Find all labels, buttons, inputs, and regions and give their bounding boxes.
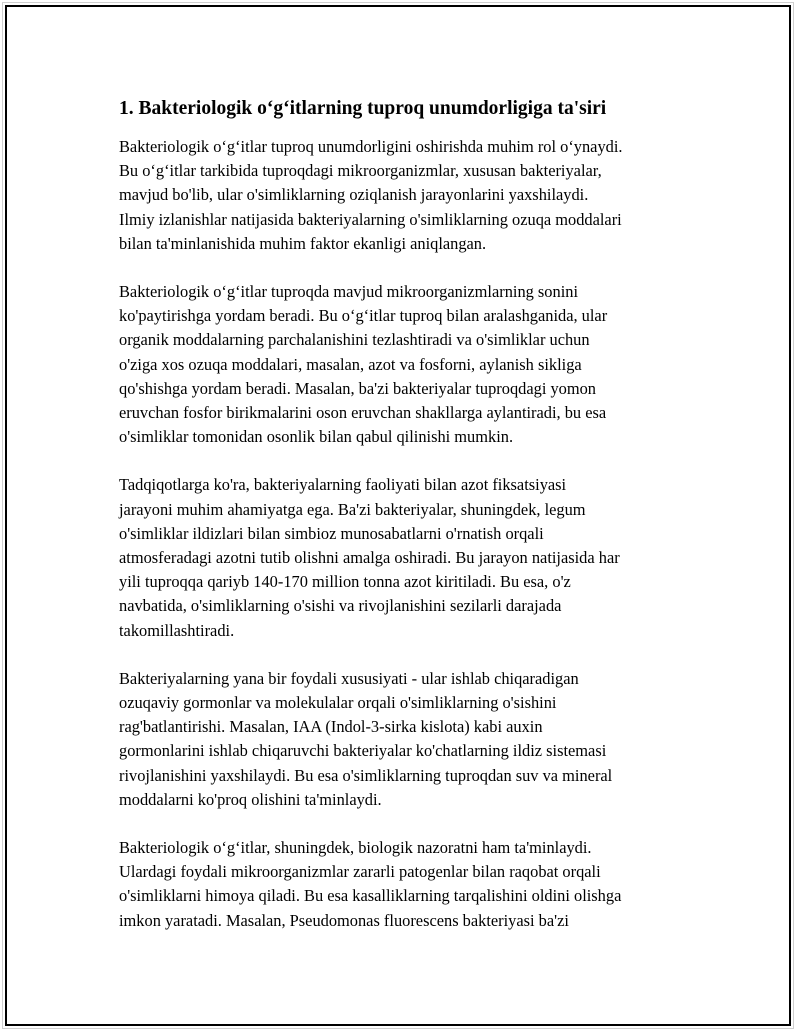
text-line: qo'shishga yordam beradi. Masalan, ba'zi bakteriyalar tuproqdagi yomon <box>119 378 597 398</box>
text-line: Bu o‘g‘itlar tarkibida tuproqdagi mikroorganizmlar, xususan bakteriyalar, <box>119 161 602 181</box>
document-title: 1. Bakteriologik o‘g‘itlarning tuproq unumdorligiga ta'siri <box>119 98 607 119</box>
text-line: bilan ta'minlanishida muhim faktor ekanligi aniqlangan. <box>119 233 487 253</box>
text-line: o'simliklar tomonidan osonlik bilan qabul qilinishi mumkin. <box>119 427 514 447</box>
text-line: imkon yaratadi. Masalan, Pseudomonas fluorescens bakteriyasi ba'zi <box>119 910 569 930</box>
text-line: o'simliklar ildizlari bilan simbioz munosabatlarni o'rnatish orqali <box>119 523 544 543</box>
text-line: o'simliklarni himoya qiladi. Bu esa kasalliklarning tarqalishini oldini olishga <box>119 886 622 906</box>
text-line: Bakteriologik o‘g‘itlar tuproqda mavjud mikroorganizmlarning sonini <box>119 282 579 302</box>
text-line: gormonlarini ishlab chiqaruvchi bakteriyalar ko'chatlarning ildiz sistemasi <box>119 741 607 761</box>
text-line: mavjud bo'lib, ular o'simliklarning oziqlanish jarayonlarini yaxshilaydi. <box>119 185 589 205</box>
text-line: yili tuproqqa qariyb 140-170 million tonna azot kiritiladi. Bu esa, o'z <box>119 572 571 592</box>
text-line: Tadqiqotlarga ko'ra, bakteriyalarning faoliyati bilan azot fiksatsiyasi <box>119 475 567 495</box>
text-line: jarayoni muhim ahamiyatga ega. Ba'zi bakteriyalar, shuningdek, legum <box>119 499 586 519</box>
paragraph-2 <box>119 280 709 449</box>
paragraph-5 <box>119 836 709 933</box>
text-line: Bakteriologik o‘g‘itlar, shuningdek, biologik nazoratni ham ta'minlaydi. <box>119 838 592 858</box>
text-line: Ilmiy izlanishlar natijasida bakteriyalarning o'simliklarning ozuqa moddalari <box>119 209 622 229</box>
text-line: navbatida, o'simliklarning o'sishi va rivojlanishini sezilarli darajada <box>119 596 562 616</box>
text-line: takomillashtiradi. <box>119 620 235 640</box>
paragraph-3 <box>119 473 709 642</box>
text-line: organik moddalarning parchalanishini tezlashtiradi va o'simliklar uchun <box>119 330 590 350</box>
text-line: o'ziga xos ozuqa moddalari, masalan, azot va fosforni, aylanish sikliga <box>119 354 582 374</box>
text-line: ko'paytirishga yordam beradi. Bu o‘g‘itlar tuproq bilan aralashganida, ular <box>119 306 608 326</box>
text-line: Bakteriologik o‘g‘itlar tuproq unumdorligini oshirishda muhim rol o‘ynaydi. <box>119 137 623 156</box>
text-line: rivojlanishini yaxshilaydi. Bu esa o'simliklarning tuproqdan suv va mineral <box>119 765 613 785</box>
text-line: Bakteriyalarning yana bir foydali xususiyati - ular ishlab chiqaradigan <box>119 668 579 688</box>
document-page <box>5 5 791 1026</box>
paragraph-1 <box>119 135 709 256</box>
text-line: moddalarni ko'proq olishini ta'minlaydi. <box>119 789 382 809</box>
text-line: atmosferadagi azotni tutib olishni amalga oshiradi. Bu jarayon natijasida har <box>119 548 620 568</box>
paragraph-4 <box>119 667 709 812</box>
document-body <box>119 95 709 957</box>
text-line: Ulardagi foydali mikroorganizmlar zararli patogenlar bilan raqobat orqali <box>119 862 601 882</box>
text-line: ozuqaviy gormonlar va molekulalar orqali o'simliklarning o'sishini <box>119 693 557 713</box>
text-line: eruvchan fosfor birikmalarini oson eruvchan shakllarga aylantiradi, bu esa <box>119 403 607 423</box>
text-line: rag'batlantirishi. Masalan, IAA (Indol-3-sirka kislota) kabi auxin <box>119 717 543 737</box>
